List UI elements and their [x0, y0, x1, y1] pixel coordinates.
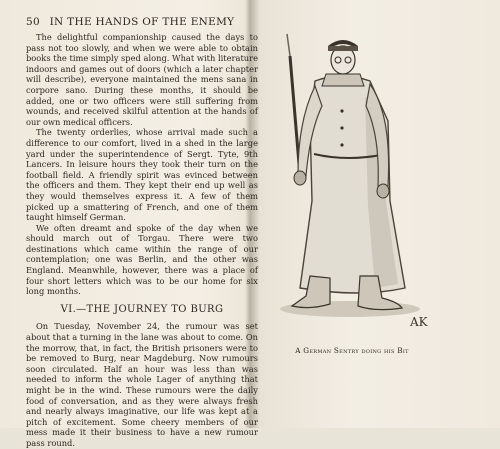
illustration-caption: A German Sentry doing his Bit	[295, 346, 409, 355]
paragraph-1: The delightful companionship caused the days to pass not too slowly, and when we were able to obtain books the time simply sped along. What with literature indoors and games out of doors (which a later chapter will describe), everyone maintained the mens sana in corpore sano. During these months, it should be added, one or two officers were still suffering from wounds, and received skilful attention at the hands of our own medical officers.	[26, 32, 258, 127]
cap-band	[328, 46, 358, 51]
coat-button	[340, 143, 343, 146]
running-head-title: IN THE HANDS OF THE ENEMY	[49, 16, 235, 28]
paragraph-3: We often dreamt and spoke of the day when we should march out of Torgau. There were two destinations which came within the range of our contemplation; one was Berlin, and the other was England. Meanwhile, however, there was a place of four short letters which was to be our home for six long months.	[26, 222, 258, 297]
left-hand	[294, 171, 306, 185]
coat-button	[340, 126, 343, 129]
collar	[322, 74, 364, 86]
artist-monogram: AK	[410, 315, 428, 329]
right-hand	[377, 184, 389, 198]
body-text	[26, 32, 258, 449]
paragraph-4: On Tuesday, November 24, the rumour was set about that a turning in the lane was about to come. On the morrow, that, in fact, the British prisoners were to be removed to Burg, near Magdeburg. Now rumours soon circulated. Half an hour was less than was needed to inform the whole Lager of anything that might be in the wind. These rumours were the daily food of conversation, and as they were always fresh and nearly always imaginative, our life was kept at a pitch of excitement. Some cheery members of our mess made it their business to have a new rumour pass round.	[26, 321, 258, 448]
sentry-illustration	[270, 26, 440, 329]
coat-button	[340, 109, 343, 112]
bayonet	[287, 34, 290, 56]
section-heading: VI.—THE JOURNEY TO BURG	[60, 303, 224, 315]
left-boot	[292, 276, 330, 308]
right-page	[252, 0, 500, 428]
page-number: 50	[26, 16, 40, 28]
paragraph-2: The twenty orderlies, whose arrival made such a difference to our comfort, lived in a shed in the large yard under the superintendence of Sergt. Tyte, 9th Lancers. In leisure hours they took their turn on the football field. A friendly spirit was evinced between the officers and them. They kept their end up well as they would themselves express it. A few of them picked up a smattering of French, and one of them taught himself German.	[26, 127, 258, 223]
running-head	[26, 16, 248, 28]
